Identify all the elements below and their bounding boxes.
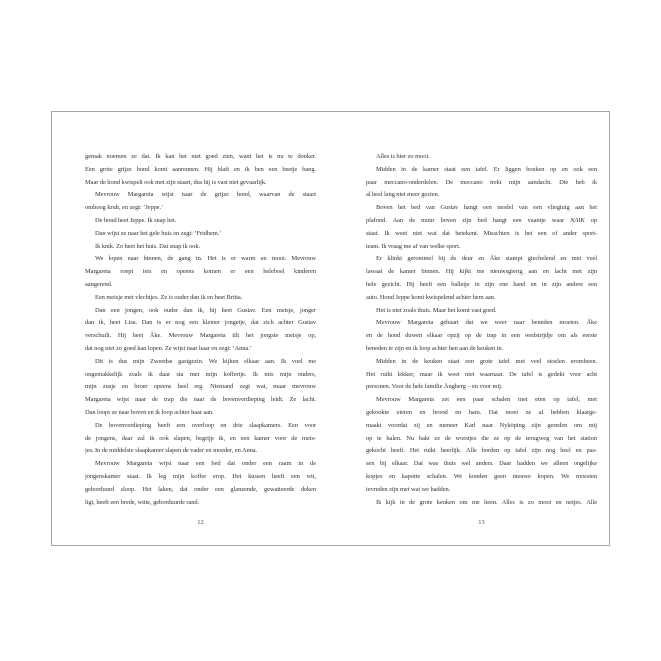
text-line: auto. Hond Jeppe komt kwispelend achter hem aan. xyxy=(366,293,496,301)
page-left xyxy=(85,151,316,546)
text-line: Een grote grijze hond komt aanrennen. Hij blaft en ik ben een beetje bang. xyxy=(85,165,316,173)
page-text xyxy=(85,151,316,509)
text-line: kopjes en kapotte schalen. We konden geen nieuwe kopen. We moesten xyxy=(366,472,597,480)
text-line: op te halen. Nu bakt ze de worstjes die ze op de terugweg van het station xyxy=(366,434,597,442)
page-number: 12 xyxy=(197,519,204,526)
text-line: Ik kijk in de grote keuken om me heen. Alles is zo mooi en netjes. Alle xyxy=(376,498,597,506)
text-line: Mevrouw Margareta gebaart dat we weer naar beneden moeten. Åke xyxy=(376,319,597,327)
page-right xyxy=(366,151,597,546)
page-text xyxy=(366,151,597,509)
text-line: Midden in de keuken staat een grote tafel met veel stoelen eromheen. xyxy=(376,357,597,365)
text-line: geborduurd sloop. Het laken, dat onder een glanzende, gewatteerde deken xyxy=(85,485,316,493)
text-line: de jongens, daar zal ik ook slapen, begrijp ik, en een kamer voor de meis- xyxy=(85,434,316,442)
text-line: Margareta roept iets en opeens komen er een heleboel kinderen xyxy=(85,268,316,276)
text-line: sen bij elkaar. Dat was thuis wel anders. Daar hadden we alleen ongelijke xyxy=(366,460,597,468)
italic-text: NAIK xyxy=(570,216,585,224)
book-spread xyxy=(51,111,610,546)
text-line: Er klinkt gerommel bij de deur en Åke stampt giechelend en met veel xyxy=(376,255,597,263)
text-line: Mevrouw Margareta zet een paar schalen met eten op tafel, met xyxy=(376,396,597,404)
text-line: Het ruikt lekker, maar ik weet niet waarnaar. De tafel is gedekt voor acht xyxy=(366,370,597,378)
text-line: hele gezicht. Hij heeft een balletje in zijn ene hand en in zijn andere een xyxy=(366,280,597,288)
text-line: aangerend. xyxy=(85,280,113,288)
text-line: Midden in de kamer staat een tafel. Er liggen boeken op en ook een xyxy=(376,165,597,173)
text-line: personen. Voor de hele familie Ängberg – en voor mij. xyxy=(366,383,503,391)
text-line: Ik knik. Zo heet het huis. Dat snap ik ook. xyxy=(95,242,201,250)
text-line: dat nog niet zo goed kan lopen. Ze wijst naar haar en zegt: ‘Anna.’ xyxy=(85,344,252,352)
text-line: Een meisje met vlechtjes. Ze is ouder dan ik en heet Britta. xyxy=(95,293,243,301)
text-line: lawaai de kamer binnen. Hij kijkt me nieuwsgierig aan en lacht met zijn xyxy=(366,268,597,276)
text-line: en de hond duwen elkaar opzij op de trap in een wedstrijdje om als eerste xyxy=(366,332,597,340)
text-line: plafond. Aan de muur boven zijn bed hangt een vaantje waar NAIK op xyxy=(366,216,597,224)
text-line: omhoog krult, en zegt: ‘Jeppe.’ xyxy=(85,204,164,212)
page-number: 13 xyxy=(478,519,485,526)
text-line: Mevrouw Margareta wijst naar een bed dat onder een raam in de xyxy=(95,460,316,468)
text-line: Dan een jongen, ook ouder dan ik, hij heet Gustav. Een meisje, jonger xyxy=(95,306,316,314)
text-line: Boven het bed van Gustav hangt een model van een vliegtuig aan het xyxy=(376,204,597,212)
text-line: paar meccano-onderdelen. De meccano trekt mijn aandacht. Die heb ik xyxy=(366,178,597,186)
text-line: mijn zusje en broer opeens heel erg. Niemand zegt wat, maar mevrouw xyxy=(85,383,316,391)
text-line: We lopen naar binnen, de gang in. Het is er warm en mooi. Mevrouw xyxy=(95,255,316,263)
text-line: gekookte eieren en brood en ham. Dat moet ze al hebben klaarge- xyxy=(366,408,597,416)
text-line: maakt voordat zij en meneer Karl naar Nyköping zijn gereden om mij xyxy=(366,421,597,429)
text-line: Het is niet zoals thuis. Maar het komt vast goed. xyxy=(376,306,497,314)
text-line: team. Ik vraag me af van welke sport. xyxy=(366,242,461,250)
text-line: gekocht heeft. Het ruikt heerlijk. Alle borden op tafel zijn nog heel en pas- xyxy=(366,447,597,455)
text-line: gemak noemen ze dat. Ik kan het niet goed zien, want het is nu te donker. xyxy=(85,153,316,160)
text-line: beneden te zijn en ik loop achter hen aan de keuken in. xyxy=(366,344,504,352)
text-line: Dit is dus mijn Zweedse gastgezin. We kijken elkaar aan. Ik voel me xyxy=(95,357,316,365)
text-line: Margareta wijst naar de trap die naar de bovenverdieping leidt. Ze lacht. xyxy=(85,396,316,404)
text-line: staat. Ik weet niet wat dat betekent. Misschien is het een of ander sport- xyxy=(366,229,597,237)
text-line: Alles is hier zo mooi. xyxy=(376,153,430,160)
text-line: ligt, heeft een brede, witte, geborduurde rand. xyxy=(85,498,200,506)
text-line: ongemakkelijk zoals ik daar sta met mijn koffertje. Ik mis mijn ouders, xyxy=(85,370,316,378)
text-line: al heel lang niet meer gezien. xyxy=(366,191,440,199)
text-line: De hond heet Jeppe. Ik snap het. xyxy=(95,216,177,224)
text-line: tevreden zijn met wat we hadden. xyxy=(366,485,451,493)
text-line: Mevrouw Margareta wijst naar de grijze hond, waarvan de staart xyxy=(95,191,316,199)
text-line: De bovenverdieping heeft een overloop en drie slaapkamers. Een voor xyxy=(95,421,316,429)
text-line: verschuilt. Hij heet Åke. Mevrouw Margareta tilt het jongste meisje op, xyxy=(85,332,316,340)
text-line: dan ik, heet Lisa. Dan is er nog een kleiner jongetje, dat zich achter Gustav xyxy=(85,319,316,327)
text-line: Maar de hond kwispelt ook met zijn staart, dus hij is vast niet gevaarlijk. xyxy=(85,178,267,186)
text-line: jongenskamer staat. Ik leg mijn koffer erop. Het kussen heeft een wit, xyxy=(85,472,316,480)
text-line: Dan loopt ze naar boven en ik loop achter haar aan. xyxy=(85,408,214,416)
text-line: jes. In de middelste slaapkamer slapen de vader en moeder, en Anna. xyxy=(85,447,258,455)
text-line: Dan wijst ze naar het gele huis en zegt: ‘Fridhem.’ xyxy=(95,229,222,237)
